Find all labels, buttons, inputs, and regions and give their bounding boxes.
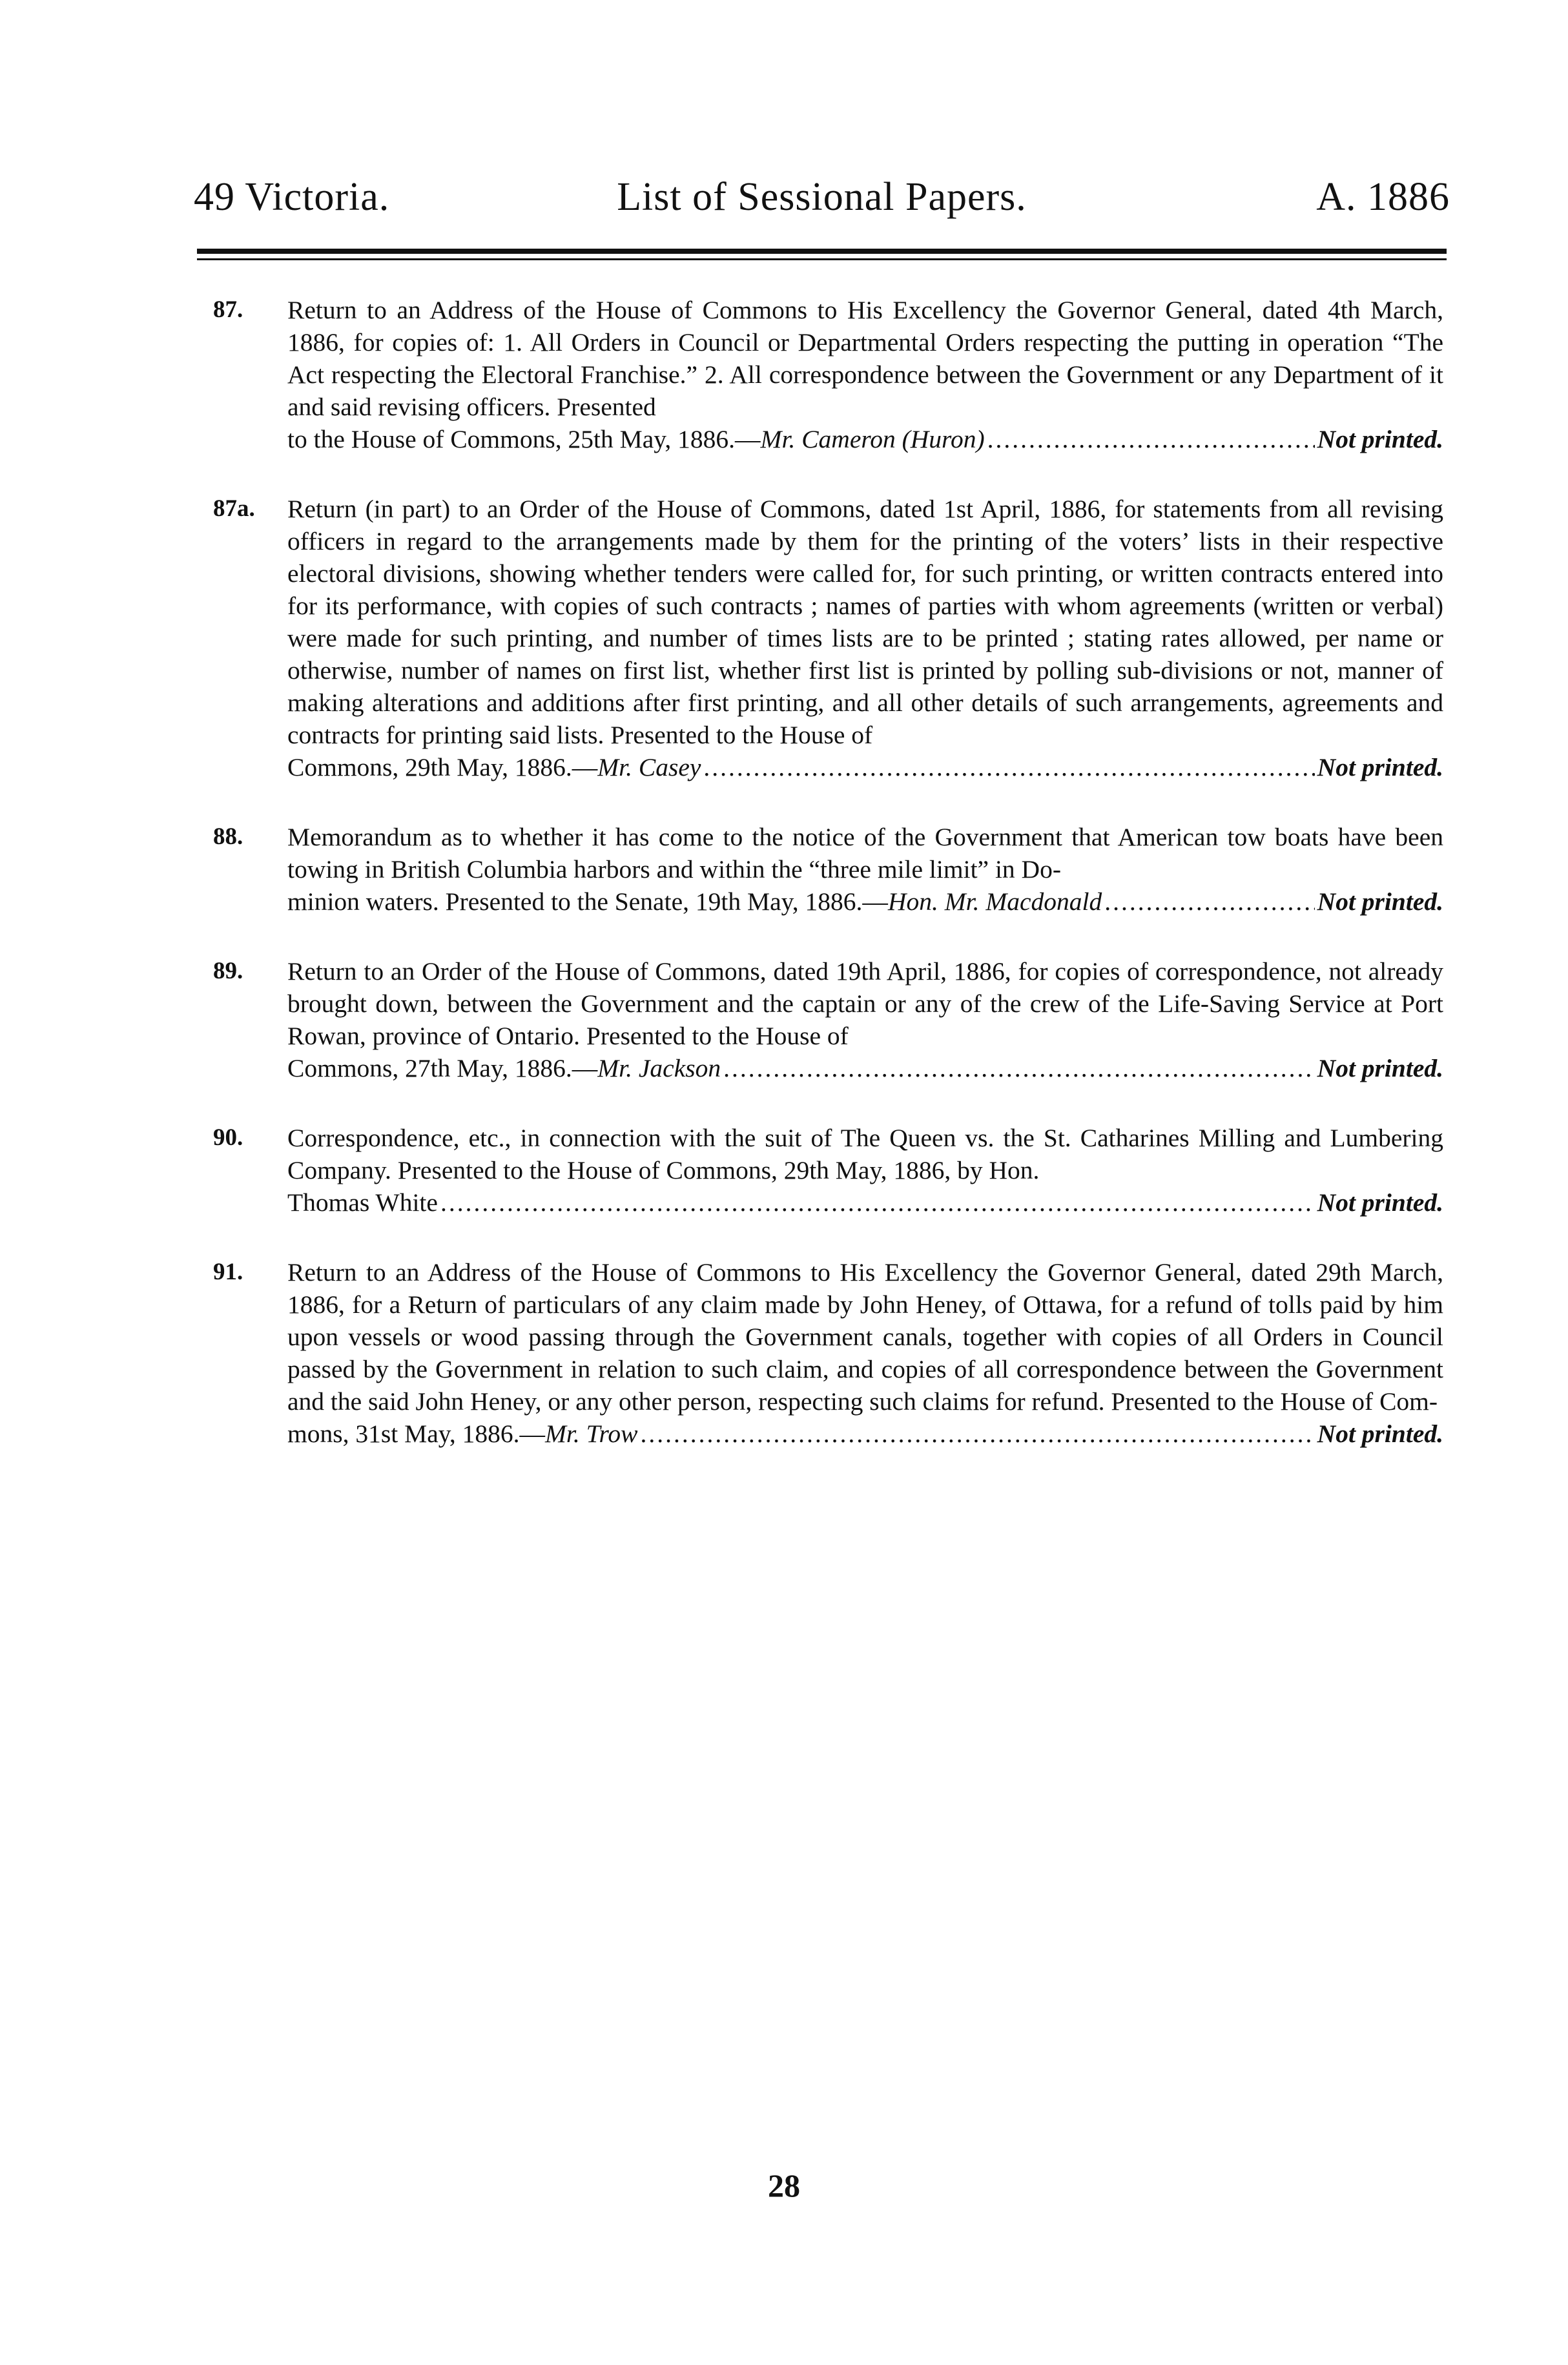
print-status: Not printed.	[1317, 1188, 1443, 1217]
paper-description: Return to an Order of the House of Commons, dated 19th April, 1886, for copies of correspondence, not already brought down, between the Government and the captain or any of the crew of the Life-Saving Service at Port Rowan, province of Ontario. Presented to the House of	[287, 957, 1443, 1050]
page-number: 28	[768, 2167, 800, 2204]
dot-leader	[440, 1186, 1315, 1219]
header-session-year: A. 1886	[1316, 175, 1450, 219]
header-regnal-year: 49 Victoria.	[194, 175, 390, 219]
sessional-papers-list	[213, 294, 1443, 1487]
header-rule-thick	[197, 249, 1447, 254]
presentation-text: minion waters. Presented to the Senate, 19th May, 1886.—	[287, 887, 888, 916]
print-status: Not printed.	[1317, 887, 1443, 916]
paper-description: Return to an Address of the House of Commons to His Excellency the Governor General, dated 4th March, 1886, for copies of: 1. All Orders in Council or Departmental Orders respecting the putting in operation “The Act respecting the Electoral Franchise.” 2. All correspondence between the Government or any Department of it and said revising officers. Presented	[287, 296, 1443, 421]
print-status: Not printed.	[1317, 753, 1443, 781]
presenter-name: Mr. Trow	[545, 1420, 638, 1448]
print-status: Not printed.	[1317, 1420, 1443, 1448]
paper-description: Return to an Address of the House of Commons to His Excellency the Governor General, dated 29th March, 1886, for a Return of particulars of any claim made by John Heney, of Ottawa, for a refund of tolls paid by him upon vessels or wood passing through the Government canals, together with copies of all Orders in Council passed by the Government in relation to such claim, and copies of all correspondence between the Government and the said John Heney, or any other person, respecting such claims for refund. Presented to the House of Com-	[287, 1258, 1443, 1416]
paper-description: Return (in part) to an Order of the House of Commons, dated 1st April, 1886, for statements from all revising officers in regard to the arrangements made by them for the printing of the voters’ lists in their respective electoral divisions, showing whether tenders were called for, for such printing, or written contracts entered into for its performance, with copies of such contracts ; names of parties with whom agreements (written or verbal) were made for such printing, and number of times lists are to be printed ; stating rates allowed, per name or otherwise, number of names on first list, whether first list is printed by polling sub-divisions or not, manner of making alterations and additions after first printing, and all other details of such arrangements, agreements and contracts for printing said lists. Presented to the House of	[287, 495, 1443, 749]
paper-entry-90	[213, 1122, 1443, 1219]
print-status: Not printed.	[1317, 425, 1443, 453]
paper-presentation-line	[287, 423, 1443, 455]
page-header	[194, 174, 1450, 226]
presenter-name: Mr. Cameron (Huron)	[760, 425, 985, 453]
print-status: Not printed.	[1317, 1054, 1443, 1082]
header-title: List of Sessional Papers.	[617, 175, 1027, 219]
paper-presentation-line	[287, 1418, 1443, 1450]
paper-number: 87a.	[213, 495, 255, 522]
paper-presentation-line	[287, 1186, 1443, 1219]
presentation-text: Commons, 29th May, 1886.—	[287, 753, 598, 781]
paper-presentation-line	[287, 1052, 1443, 1084]
paper-presentation-line	[287, 885, 1443, 918]
paper-entry-88	[213, 821, 1443, 918]
paper-description: Correspondence, etc., in connection with the suit of The Queen vs. the St. Catharines Milling and Lumbering Company. Presented to the House of Commons, 29th May, 1886, by Hon.	[287, 1124, 1443, 1184]
dot-leader	[703, 751, 1314, 783]
presenter-name: Hon. Mr. Macdonald	[887, 887, 1102, 916]
presentation-text: Commons, 27th May, 1886.—	[287, 1054, 598, 1082]
presentation-text: to the House of Commons, 25th May, 1886.—	[287, 425, 761, 453]
header-rule-thin	[197, 258, 1447, 260]
dot-leader	[723, 1052, 1315, 1084]
paper-entry-89	[213, 955, 1443, 1084]
paper-number: 89.	[213, 958, 243, 984]
presentation-text: mons, 31st May, 1886.—	[287, 1420, 546, 1448]
presenter-name: Mr. Jackson	[597, 1054, 721, 1082]
dot-leader	[1104, 885, 1314, 918]
dot-leader	[640, 1418, 1314, 1450]
presenter-name: Mr. Casey	[597, 753, 701, 781]
presentation-text: Thomas White	[287, 1188, 438, 1217]
paper-number: 91.	[213, 1259, 243, 1285]
paper-entry-87a	[213, 493, 1443, 783]
paper-number: 90.	[213, 1124, 243, 1151]
paper-entry-91	[213, 1256, 1443, 1450]
dot-leader	[987, 423, 1315, 455]
paper-presentation-line	[287, 751, 1443, 783]
paper-number: 88.	[213, 823, 243, 850]
paper-number: 87.	[213, 296, 243, 323]
paper-entry-87	[213, 294, 1443, 455]
paper-description: Memorandum as to whether it has come to the notice of the Government that American tow boats have been towing in British Columbia harbors and within the “three mile limit” in Do-	[287, 823, 1443, 883]
